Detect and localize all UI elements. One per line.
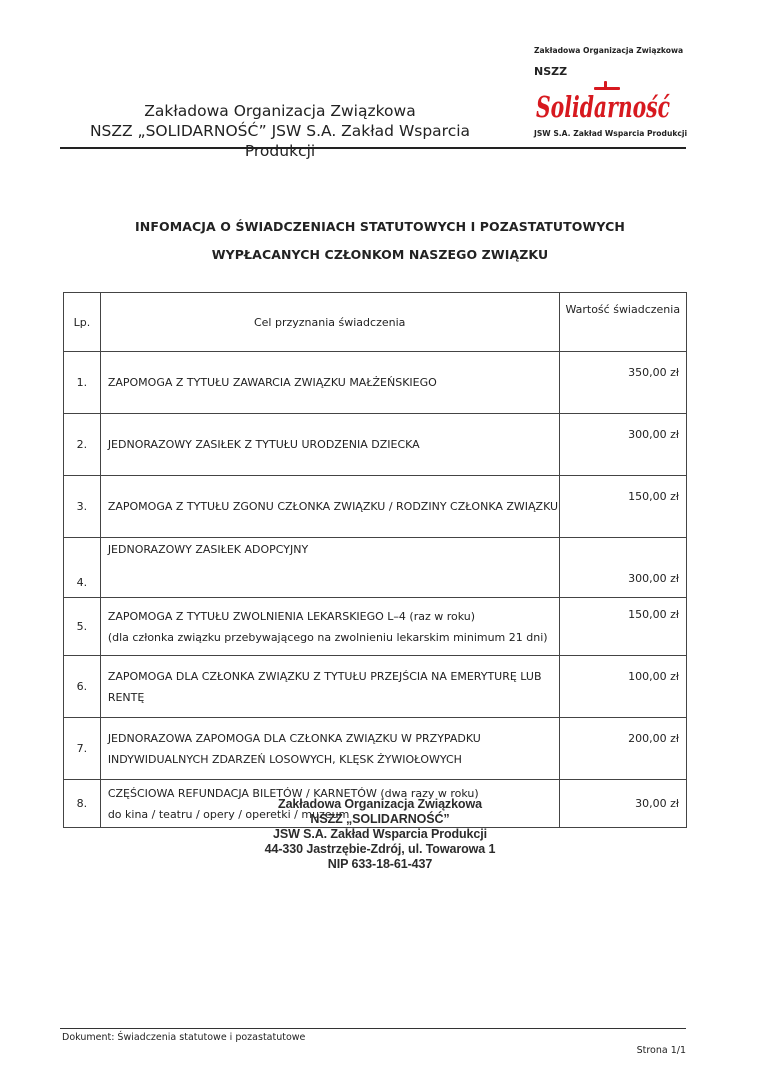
table-row xyxy=(64,718,687,780)
row-description xyxy=(100,538,559,598)
table-row xyxy=(64,352,687,414)
row-description: ZAPOMOGA DLA CZŁONKA ZWIĄZKU Z TYTUŁU PRZEJŚCIA NA EMERYTURĘ LUB RENTĘ xyxy=(100,656,559,718)
header-org-line2: NSZZ „SOLIDARNOŚĆ” JSW S.A. Zakład Wsparcia Produkcji xyxy=(89,122,471,160)
row-lp: 3. xyxy=(64,476,101,538)
row-description-line2: do kina / teatru / opery / operetki / muzeum xyxy=(107,807,350,821)
stamp-line3: JSW S.A. Zakład Wsparcia Produkcji xyxy=(272,827,488,841)
header-organization xyxy=(60,101,500,161)
row-description-line2: (dla członka związku przebywającego na zwolnieniu lekarskim minimum 21 dni) xyxy=(107,630,548,644)
row-description: JEDNORAZOWY ZASIŁEK Z TYTUŁU URODZENIA DZIECKA xyxy=(100,414,559,476)
logo-word: Solidarność xyxy=(536,90,671,124)
document-title-line1: INFOMACJA O ŚWIADCZENIACH STATUTOWYCH I POZASTATUTOWYCH xyxy=(135,219,625,234)
logo-bottom-text: JSW S.A. Zakład Wsparcia Produkcji xyxy=(534,129,688,138)
header-divider xyxy=(60,147,686,149)
row-lp: 5. xyxy=(64,598,101,656)
stamp-line4: 44-330 Jastrzębie-Zdrój, ul. Towarowa 1 xyxy=(264,842,496,856)
table-row xyxy=(64,656,687,718)
table-row xyxy=(64,598,687,656)
row-description-line2: INDYWIDUALNYCH ZDARZEŃ LOSOWYCH, KLĘSK ŻYWIOŁOWYCH xyxy=(107,752,462,766)
row-description-line1: CZĘŚCIOWA REFUNDACJA BILETÓW / KARNETÓW (dwa razy w roku) xyxy=(107,786,479,800)
document-title-line2: WYPŁACANYCH CZŁONKOM NASZEGO ZWIĄZKU xyxy=(211,247,549,262)
row-value: 30,00 zł xyxy=(559,780,686,828)
footer-page-number: Strona 1/1 xyxy=(636,1045,686,1056)
header-org-line1: Zakładowa Organizacja Związkowa xyxy=(144,102,416,120)
row-description xyxy=(100,718,559,780)
table-row xyxy=(64,538,687,598)
row-value: 300,00 zł xyxy=(559,414,686,476)
row-value: 100,00 zł xyxy=(559,656,686,718)
row-lp: 4. xyxy=(64,538,101,598)
row-description: ZAPOMOGA Z TYTUŁU ZAWARCIA ZWIĄZKU MAŁŻEŃSKIEGO xyxy=(100,352,559,414)
row-value: 150,00 zł xyxy=(559,598,686,656)
row-lp: 8. xyxy=(64,780,101,828)
logo-top-text: Zakładowa Organizacja Związkowa xyxy=(534,46,684,55)
solidarnosc-logo-icon xyxy=(534,81,674,125)
table-header-row xyxy=(64,293,687,352)
organization-stamp xyxy=(230,797,530,872)
row-description-line1: ZAPOMOGA Z TYTUŁU ZWOLNIENIA LEKARSKIEGO L–4 (raz w roku) xyxy=(107,609,476,623)
header-value: Wartość świadczenia xyxy=(559,293,686,352)
table-row xyxy=(64,414,687,476)
row-description: ZAPOMOGA Z TYTUŁU ZGONU CZŁONKA ZWIĄZKU / RODZINY CZŁONKA ZWIĄZKU xyxy=(100,476,559,538)
logo-nszz: NSZZ xyxy=(534,65,568,78)
stamp-line2: NSZZ „SOLIDARNOŚĆ” xyxy=(310,812,450,826)
row-description xyxy=(100,598,559,656)
footer-document-name: Dokument: Świadczenia statutowe i pozastatutowe xyxy=(62,1032,306,1043)
row-lp: 1. xyxy=(64,352,101,414)
table-row xyxy=(64,476,687,538)
row-value: 150,00 zł xyxy=(559,476,686,538)
row-description-line1: JEDNORAZOWA ZAPOMOGA DLA CZŁONKA ZWIĄZKU W PRZYPADKU xyxy=(107,731,481,745)
row-value: 300,00 zł xyxy=(559,538,686,598)
row-description-line1: JEDNORAZOWY ZASIŁEK ADOPCYJNY xyxy=(107,543,309,556)
header-purpose: Cel przyznania świadczenia xyxy=(100,293,559,352)
row-lp: 2. xyxy=(64,414,101,476)
header-lp: Lp. xyxy=(64,293,101,352)
stamp-line5: NIP 633-18-61-437 xyxy=(327,857,433,871)
solidarnosc-logo xyxy=(520,43,688,143)
stamp-line1: Zakładowa Organizacja Związkowa xyxy=(278,797,482,811)
row-value: 200,00 zł xyxy=(559,718,686,780)
benefits-table xyxy=(63,292,687,828)
row-lp: 7. xyxy=(64,718,101,780)
footer-divider xyxy=(60,1028,686,1029)
row-value: 350,00 zł xyxy=(559,352,686,414)
row-lp: 6. xyxy=(64,656,101,718)
